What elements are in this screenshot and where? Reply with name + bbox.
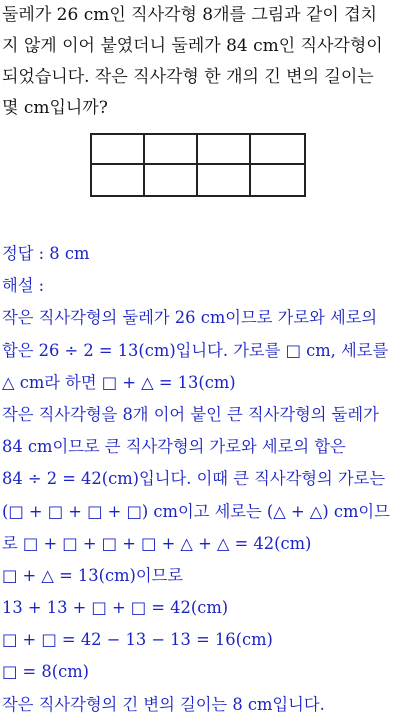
small-rectangle — [92, 135, 145, 165]
explanation-line: △ cm라 하면 □ + △ = 13(cm) — [2, 372, 236, 392]
explanation-label: 해설 : — [2, 276, 45, 296]
explanation-line: 합은 26 ÷ 2 = 13(cm)입니다. 가로를 □ cm, 세로를 — [2, 340, 389, 360]
problem-line: 둘레가 26 cm인 직사각형 8개를 그림과 같이 겹치 — [2, 5, 378, 25]
explanation-line: 작은 직사각형을 8개 이어 붙인 큰 직사각형의 둘레가 — [2, 404, 379, 424]
small-rectangle — [92, 165, 145, 195]
small-rectangle — [251, 165, 304, 195]
explanation-line: 13 + 13 + □ + □ = 42(cm) — [2, 598, 229, 618]
problem-text — [2, 0, 398, 124]
rectangle-grid-figure — [90, 133, 306, 197]
problem-line: 지 않게 이어 붙였더니 둘레가 84 cm인 직사각형이 — [2, 36, 383, 56]
small-rectangle — [145, 165, 198, 195]
explanation-line: □ = 8(cm) — [2, 662, 89, 682]
problem-line: 몇 cm입니까? — [2, 98, 108, 118]
small-rectangle — [198, 135, 251, 165]
explanation-line: □ + □ = 42 − 13 − 13 = 16(cm) — [2, 630, 273, 650]
small-rectangle — [251, 135, 304, 165]
problem-line: 되었습니다. 작은 직사각형 한 개의 긴 변의 길이는 — [2, 67, 374, 87]
explanation-line: 로 □ + □ + □ + □ + △ + △ = 42(cm) — [2, 533, 312, 553]
explanation-line: (□ + □ + □ + □) cm이고 세로는 (△ + △) cm이므 — [2, 501, 390, 521]
solution-section — [2, 238, 398, 721]
explanation-line: 84 ÷ 2 = 42(cm)입니다. 이때 큰 직사각형의 가로는 — [2, 469, 386, 489]
explanation-line: □ + △ = 13(cm)이므로 — [2, 565, 184, 585]
small-rectangle — [145, 135, 198, 165]
explanation-line: 작은 직사각형의 둘레가 26 cm이므로 가로와 세로의 — [2, 308, 378, 328]
explanation-line: 작은 직사각형의 긴 변의 길이는 8 cm입니다. — [2, 694, 325, 714]
small-rectangle — [198, 165, 251, 195]
explanation-line: 84 cm이므로 큰 직사각형의 가로와 세로의 합은 — [2, 437, 346, 457]
answer-line: 정답 : 8 cm — [2, 244, 90, 263]
